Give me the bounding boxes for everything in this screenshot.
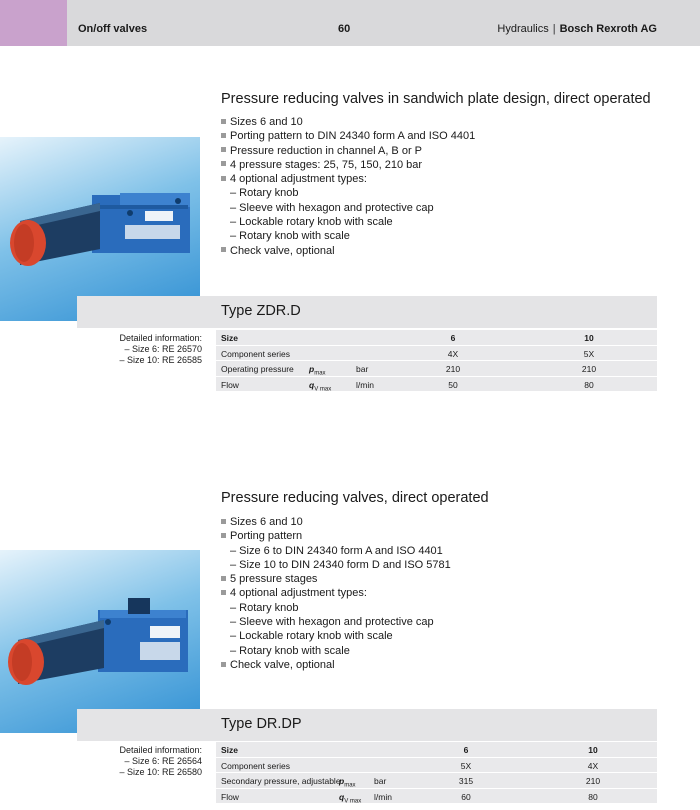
table-row	[216, 758, 657, 774]
detail-info-zdr	[77, 333, 202, 366]
type-name: Type ZDR.D	[221, 303, 301, 319]
table-row	[216, 789, 657, 805]
type-name: Type DR.DP	[221, 716, 302, 732]
table-row	[216, 773, 657, 789]
row-label: Component series	[221, 348, 290, 359]
symbol-letter: p	[339, 776, 345, 786]
row-label: Flow	[221, 791, 239, 802]
row-label: Flow	[221, 379, 239, 390]
type-bar-zdr	[77, 296, 657, 328]
symbol	[339, 776, 356, 789]
section-name: On/off valves	[78, 23, 148, 35]
symbol-letter: p	[309, 364, 315, 374]
feature-item: 4 optional adjustment types:	[221, 172, 475, 186]
product-photo-dr	[0, 550, 200, 733]
table-header-row	[216, 742, 657, 758]
cell-value: 315	[458, 776, 474, 786]
symbol	[309, 380, 331, 393]
symbol-subscript: max	[344, 782, 356, 789]
detail-heading: Detailed information:	[119, 333, 202, 343]
header-cell: 10	[588, 745, 598, 755]
detail-info-dr	[77, 745, 202, 778]
detail-heading: Detailed information:	[119, 745, 202, 755]
cell-value: 60	[461, 791, 471, 802]
feature-subitem: – Rotary knob with scale	[230, 644, 350, 657]
publisher	[497, 23, 657, 35]
row-label: Operating pressure	[221, 364, 294, 374]
symbol-subscript: V max	[314, 386, 332, 393]
feature-item: 4 optional adjustment types:	[221, 586, 451, 600]
symbol-letter: q	[339, 791, 345, 802]
table-row	[216, 346, 657, 362]
header-cell: Size	[221, 333, 239, 343]
product-photo-zdr	[0, 137, 200, 321]
feature-item: Porting pattern to DIN 24340 form A and ISO 4401	[221, 129, 475, 143]
cell-value: 4X	[587, 760, 599, 771]
unit: l/min	[356, 379, 374, 390]
cell-value: 210	[445, 364, 461, 374]
spec-table-zdr	[216, 330, 657, 392]
detail-ref: – Size 10: RE 26580	[119, 767, 202, 777]
feature-item: Sizes 6 and 10	[221, 115, 475, 129]
cell-value: 5X	[460, 760, 472, 771]
feature-subitem: – Size 6 to DIN 24340 form A and ISO 4401	[230, 544, 443, 557]
feature-subitem: – Sleeve with hexagon and protective cap	[230, 616, 434, 629]
unit: bar	[356, 364, 369, 374]
chapter-tab	[0, 0, 67, 46]
page-number: 60	[338, 23, 351, 35]
feature-subitem: – Lockable rotary knob with scale	[230, 630, 393, 643]
header-cell: 10	[584, 333, 594, 343]
cell-value: 210	[581, 364, 597, 374]
header-cell: 6	[450, 333, 456, 343]
feature-subitem: – Lockable rotary knob with scale	[230, 216, 393, 229]
header-cell: 6	[463, 745, 469, 755]
feature-item: 4 pressure stages: 25, 75, 150, 210 bar	[221, 158, 475, 172]
section-title-dr: Pressure reducing valves, direct operated	[221, 490, 489, 506]
cell-value: 80	[588, 791, 598, 802]
symbol	[309, 364, 326, 377]
symbol-subscript: V max	[344, 798, 362, 805]
detail-ref: – Size 10: RE 26585	[119, 355, 202, 365]
symbol-letter: q	[309, 379, 315, 390]
unit: l/min	[374, 791, 392, 802]
table-row	[216, 361, 657, 377]
row-label: Component series	[221, 760, 290, 771]
table-header-row	[216, 330, 657, 346]
cell-value: 4X	[447, 348, 459, 359]
publisher-division: Hydraulics	[497, 23, 549, 35]
feature-list-zdr	[221, 115, 475, 258]
symbol	[339, 792, 361, 805]
feature-item: Pressure reduction in channel A, B or P	[221, 144, 475, 158]
unit: bar	[374, 776, 387, 786]
feature-item: Porting pattern	[221, 529, 451, 543]
detail-ref: – Size 6: RE 26570	[124, 344, 202, 354]
feature-item: Check valve, optional	[221, 658, 451, 672]
row-label: Secondary pressure, adjustable	[221, 776, 341, 786]
feature-subitem: – Rotary knob	[230, 601, 299, 614]
feature-subitem: – Rotary knob with scale	[230, 230, 350, 243]
cell-value: 50	[448, 379, 458, 390]
symbol-subscript: max	[314, 370, 326, 377]
feature-subitem: – Size 10 to DIN 24340 form D and ISO 5781	[230, 558, 451, 571]
cell-value: 5X	[583, 348, 595, 359]
cell-value: 210	[585, 776, 601, 786]
type-bar-dr	[77, 709, 657, 741]
detail-ref: – Size 6: RE 26564	[124, 756, 202, 766]
header-cell: Size	[221, 745, 239, 755]
spec-table-dr	[216, 742, 657, 804]
feature-item: 5 pressure stages	[221, 572, 451, 586]
feature-list-dr	[221, 515, 451, 672]
cell-value: 80	[584, 379, 594, 390]
table-row	[216, 377, 657, 393]
page-header	[0, 0, 700, 46]
feature-item: Check valve, optional	[221, 244, 475, 258]
publisher-company: Bosch Rexroth AG	[559, 23, 657, 35]
feature-subitem: – Sleeve with hexagon and protective cap	[230, 201, 434, 214]
section-title-zdr: Pressure reducing valves in sandwich plate design, direct operated	[221, 91, 651, 107]
feature-subitem: – Rotary knob	[230, 187, 299, 200]
feature-item: Sizes 6 and 10	[221, 515, 451, 529]
publisher-separator: |	[552, 23, 556, 35]
